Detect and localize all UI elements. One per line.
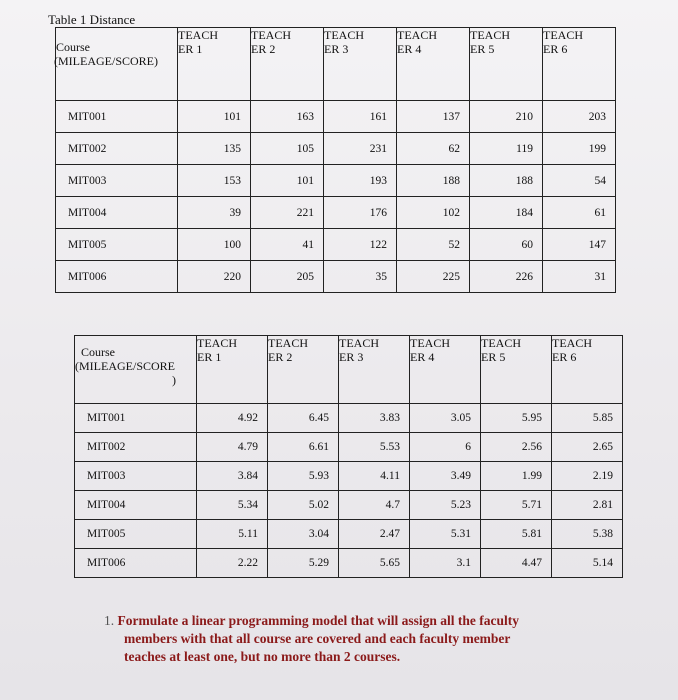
- value-cell: 188: [470, 165, 543, 197]
- value-cell: 6.61: [268, 433, 339, 462]
- question-line: members with that all course are covered and each faculty member: [124, 631, 511, 646]
- value-cell: 226: [470, 261, 543, 293]
- question-text: [104, 612, 644, 666]
- value-cell: 5.11: [197, 520, 268, 549]
- teacher-header-line2: ER 5: [470, 42, 495, 56]
- value-cell: 203: [543, 101, 616, 133]
- value-cell: 41: [251, 229, 324, 261]
- teacher-header-line1: TEACH: [197, 336, 237, 350]
- value-cell: 5.23: [410, 491, 481, 520]
- value-cell: 5.71: [481, 491, 552, 520]
- teacher-header-line1: TEACH: [552, 336, 592, 350]
- value-cell: 61: [543, 197, 616, 229]
- value-cell: 5.02: [268, 491, 339, 520]
- course-header-label: Course: [56, 40, 90, 54]
- teacher-header-line1: TEACH: [251, 28, 291, 42]
- value-cell: 205: [251, 261, 324, 293]
- teacher-header-line2: ER 3: [324, 42, 349, 56]
- value-cell: 231: [324, 133, 397, 165]
- value-cell: 4.47: [481, 549, 552, 578]
- value-cell: 122: [324, 229, 397, 261]
- teacher-header-line1: TEACH: [397, 28, 437, 42]
- value-cell: 6.45: [268, 404, 339, 433]
- value-cell: 5.65: [339, 549, 410, 578]
- value-cell: 2.47: [339, 520, 410, 549]
- teacher-header-line2: ER 4: [410, 350, 435, 364]
- table-row: [75, 462, 623, 491]
- value-cell: 4.92: [197, 404, 268, 433]
- teacher-header-line1: TEACH: [324, 28, 364, 42]
- teacher-header-line2: ER 5: [481, 350, 506, 364]
- value-cell: 60: [470, 229, 543, 261]
- teacher-column-header: [268, 336, 339, 404]
- value-cell: 3.04: [268, 520, 339, 549]
- table-row: [56, 261, 616, 293]
- value-cell: 54: [543, 165, 616, 197]
- value-cell: 163: [251, 101, 324, 133]
- value-cell: 101: [251, 165, 324, 197]
- value-cell: 3.83: [339, 404, 410, 433]
- value-cell: 62: [397, 133, 470, 165]
- course-cell: MIT005: [75, 520, 197, 549]
- course-header-unit: (MILEAGE/SCORE): [54, 54, 158, 68]
- value-cell: 153: [178, 165, 251, 197]
- value-cell: 6: [410, 433, 481, 462]
- teacher-column-header: [470, 28, 543, 101]
- teacher-header-line2: ER 1: [197, 350, 222, 364]
- teacher-header-line2: ER 1: [178, 42, 203, 56]
- value-cell: 52: [397, 229, 470, 261]
- value-cell: 5.38: [552, 520, 623, 549]
- value-cell: 5.81: [481, 520, 552, 549]
- course-cell: MIT004: [56, 197, 178, 229]
- course-cell: MIT002: [56, 133, 178, 165]
- value-cell: 5.34: [197, 491, 268, 520]
- teacher-header-line2: ER 6: [543, 42, 568, 56]
- value-cell: 2.81: [552, 491, 623, 520]
- course-cell: MIT002: [75, 433, 197, 462]
- value-cell: 102: [397, 197, 470, 229]
- question-line: Formulate a linear programming model that will assign all the faculty: [117, 613, 519, 628]
- question-number: 1.: [104, 613, 115, 628]
- value-cell: 105: [251, 133, 324, 165]
- course-cell: MIT001: [56, 101, 178, 133]
- table-header-row: [75, 336, 623, 404]
- course-cell: MIT006: [56, 261, 178, 293]
- value-cell: 188: [397, 165, 470, 197]
- value-cell: 5.53: [339, 433, 410, 462]
- value-cell: 39: [178, 197, 251, 229]
- distance-table: [55, 27, 616, 293]
- value-cell: 220: [178, 261, 251, 293]
- teacher-header-line2: ER 4: [397, 42, 422, 56]
- value-cell: 5.85: [552, 404, 623, 433]
- teacher-column-header: [339, 336, 410, 404]
- question-line: teaches at least one, but no more than 2 courses.: [124, 649, 401, 664]
- value-cell: 2.22: [197, 549, 268, 578]
- value-cell: 5.29: [268, 549, 339, 578]
- teacher-column-header: [178, 28, 251, 101]
- teacher-header-line2: ER 2: [251, 42, 276, 56]
- value-cell: 31: [543, 261, 616, 293]
- value-cell: 1.99: [481, 462, 552, 491]
- value-cell: 101: [178, 101, 251, 133]
- teacher-column-header: [197, 336, 268, 404]
- table-row: [56, 197, 616, 229]
- value-cell: 184: [470, 197, 543, 229]
- course-cell: MIT001: [75, 404, 197, 433]
- value-cell: 221: [251, 197, 324, 229]
- teacher-header-line1: TEACH: [410, 336, 450, 350]
- teacher-header-line2: ER 6: [552, 350, 577, 364]
- course-cell: MIT004: [75, 491, 197, 520]
- table-row: [75, 404, 623, 433]
- teacher-header-line2: ER 3: [339, 350, 364, 364]
- value-cell: 199: [543, 133, 616, 165]
- course-cell: MIT005: [56, 229, 178, 261]
- score-table: [74, 335, 623, 578]
- teacher-header-line1: TEACH: [178, 28, 218, 42]
- value-cell: 193: [324, 165, 397, 197]
- value-cell: 176: [324, 197, 397, 229]
- value-cell: 100: [178, 229, 251, 261]
- value-cell: 4.79: [197, 433, 268, 462]
- value-cell: 3.49: [410, 462, 481, 491]
- value-cell: 2.65: [552, 433, 623, 462]
- teacher-header-line2: ER 2: [268, 350, 293, 364]
- teacher-column-header: [552, 336, 623, 404]
- teacher-header-line1: TEACH: [268, 336, 308, 350]
- value-cell: 161: [324, 101, 397, 133]
- value-cell: 5.14: [552, 549, 623, 578]
- course-header-unit: (MILEAGE/SCORE: [75, 359, 175, 373]
- value-cell: 3.84: [197, 462, 268, 491]
- course-column-header: [75, 336, 197, 404]
- value-cell: 4.11: [339, 462, 410, 491]
- course-cell: MIT003: [75, 462, 197, 491]
- value-cell: 135: [178, 133, 251, 165]
- teacher-header-line1: TEACH: [339, 336, 379, 350]
- teacher-column-header: [324, 28, 397, 101]
- value-cell: 147: [543, 229, 616, 261]
- value-cell: 4.7: [339, 491, 410, 520]
- value-cell: 5.95: [481, 404, 552, 433]
- table-row: [75, 433, 623, 462]
- value-cell: 137: [397, 101, 470, 133]
- value-cell: 5.31: [410, 520, 481, 549]
- course-column-header: [56, 28, 178, 101]
- table-row: [75, 491, 623, 520]
- table-header-row: [56, 28, 616, 101]
- value-cell: 35: [324, 261, 397, 293]
- value-cell: 3.05: [410, 404, 481, 433]
- teacher-header-line1: TEACH: [481, 336, 521, 350]
- course-cell: MIT006: [75, 549, 197, 578]
- teacher-header-line1: TEACH: [543, 28, 583, 42]
- value-cell: 5.93: [268, 462, 339, 491]
- teacher-column-header: [410, 336, 481, 404]
- table-row: [75, 549, 623, 578]
- teacher-column-header: [543, 28, 616, 101]
- table-row: [56, 229, 616, 261]
- value-cell: 3.1: [410, 549, 481, 578]
- course-cell: MIT003: [56, 165, 178, 197]
- teacher-column-header: [481, 336, 552, 404]
- value-cell: 2.56: [481, 433, 552, 462]
- value-cell: 119: [470, 133, 543, 165]
- teacher-column-header: [251, 28, 324, 101]
- value-cell: 210: [470, 101, 543, 133]
- value-cell: 225: [397, 261, 470, 293]
- table-row: [56, 165, 616, 197]
- table-row: [75, 520, 623, 549]
- teacher-column-header: [397, 28, 470, 101]
- table-row: [56, 101, 616, 133]
- course-header-unit-end: ): [172, 373, 176, 387]
- teacher-header-line1: TEACH: [470, 28, 510, 42]
- table-caption: Table 1 Distance: [48, 12, 136, 27]
- value-cell: 2.19: [552, 462, 623, 491]
- table-row: [56, 133, 616, 165]
- course-header-label: Course: [81, 345, 115, 359]
